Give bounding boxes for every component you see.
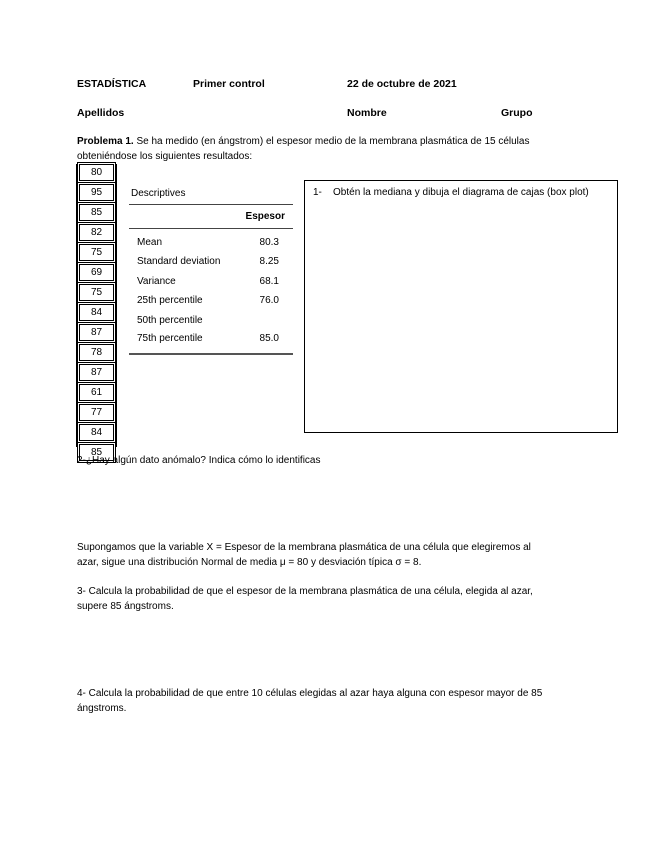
row-label: 25th percentile — [137, 295, 203, 306]
question-3-line2: supere 85 ángstroms. — [77, 601, 174, 612]
row-label: Variance — [137, 276, 176, 287]
question-4-line2: ángstroms. — [77, 703, 127, 714]
data-cell: 77 — [79, 404, 114, 421]
question-1-text: Obtén la mediana y dibuja el diagrama de cajas (box plot) — [333, 187, 589, 198]
problem-statement-line1 — [77, 136, 529, 147]
column-header: Espesor — [245, 211, 285, 222]
row-label: 75th percentile — [137, 333, 203, 344]
data-values-column — [77, 164, 114, 464]
data-cell: 75 — [79, 244, 114, 261]
data-cell: 75 — [79, 284, 114, 301]
table-rule — [129, 353, 293, 355]
table-row — [137, 295, 287, 309]
question-2: 2-¿Hay algún dato anómalo? Indica cómo lo identificas — [77, 455, 321, 466]
exam-date: 22 de octubre de 2021 — [347, 78, 457, 90]
table-row — [137, 315, 287, 329]
data-cell: 61 — [79, 384, 114, 401]
question-3-line1: 3- Calcula la probabilidad de que el espesor de la membrana plasmática de una célula, elegida al azar, — [77, 586, 533, 597]
data-cell: 78 — [79, 344, 114, 361]
row-value: 68.1 — [259, 276, 279, 287]
data-cell: 85 — [79, 444, 114, 461]
intro-line2: azar, sigue una distribución Normal de media μ = 80 y desviación típica σ = 8. — [77, 557, 422, 568]
row-label: Standard deviation — [137, 256, 221, 267]
apellidos-label: Apellidos — [77, 107, 125, 119]
table-row — [137, 237, 287, 251]
exam-title: Primer control — [193, 78, 265, 90]
data-cell: 87 — [79, 364, 114, 381]
problem-label: Problema 1. — [77, 136, 134, 147]
descriptives-title: Descriptives — [131, 188, 186, 199]
row-value: 80.3 — [259, 237, 279, 248]
data-cell: 82 — [79, 224, 114, 241]
table-row — [137, 276, 287, 290]
row-label: 50th percentile — [137, 315, 203, 326]
data-cell: 95 — [79, 184, 114, 201]
data-cell: 85 — [79, 204, 114, 221]
data-cell: 84 — [79, 304, 114, 321]
intro-line1: Supongamos que la variable X = Espesor de la membrana plasmática de una célula que elegiremos al — [77, 542, 531, 553]
row-value: 8.25 — [259, 256, 279, 267]
row-value: 85.0 — [259, 333, 279, 344]
table-rule — [129, 204, 293, 205]
data-cell: 87 — [79, 324, 114, 341]
problem-statement-line2: obteniéndose los siguientes resultados: — [77, 151, 253, 162]
question-4-line1: 4- Calcula la probabilidad de que entre 10 células elegidas al azar haya alguna con espesor mayor de 85 — [77, 688, 543, 699]
grupo-label: Grupo — [501, 107, 533, 119]
row-label: Mean — [137, 237, 163, 248]
answer-box-q1[interactable] — [304, 180, 618, 433]
table-row — [137, 256, 287, 270]
table-rule — [129, 228, 293, 229]
data-cell: 84 — [79, 424, 114, 441]
question-1 — [313, 187, 589, 198]
subject-title: ESTADÍSTICA — [77, 78, 147, 90]
question-1-number: 1- — [313, 187, 322, 198]
problem-text: Se ha medido (en ángstrom) el espesor medio de la membrana plasmática de 15 células — [133, 136, 530, 147]
row-value: 76.0 — [259, 295, 279, 306]
table-row — [137, 333, 287, 347]
data-cell: 69 — [79, 264, 114, 281]
data-cell: 80 — [79, 164, 114, 181]
nombre-label: Nombre — [347, 107, 387, 119]
